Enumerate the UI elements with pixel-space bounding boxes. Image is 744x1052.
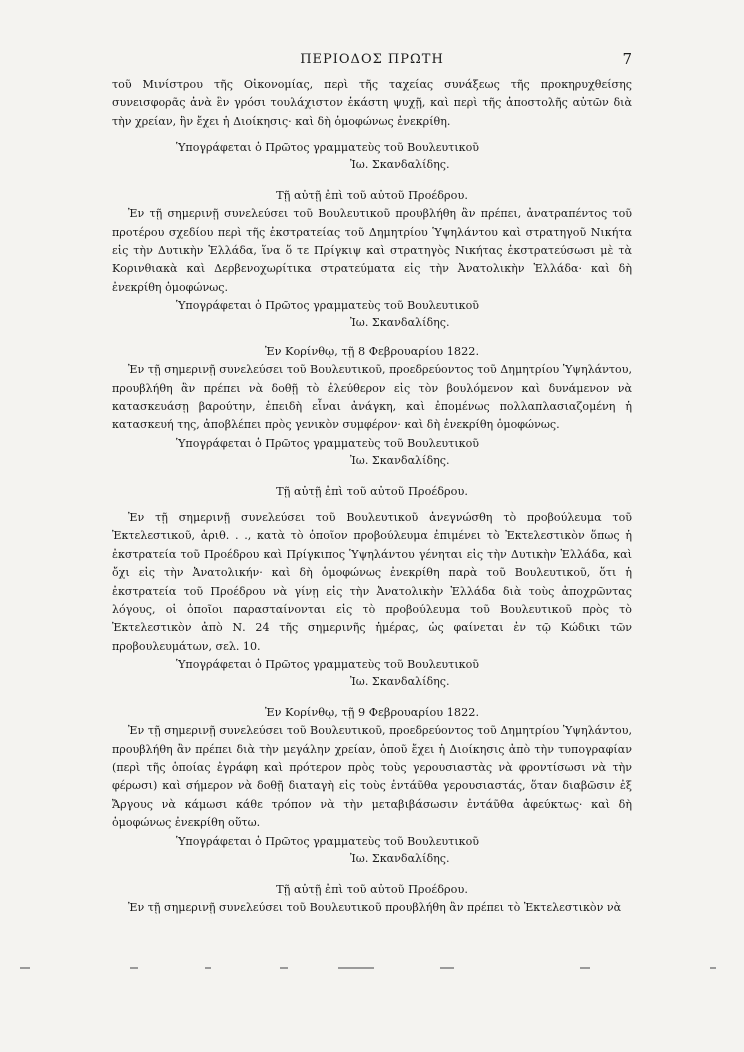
scan-artifact-line <box>20 967 720 971</box>
signature-name: Ἰω. Σκανδαλίδης. <box>350 675 450 689</box>
minutes-paragraph: Ἐν τῇ σημερινῇ συνελεύσει τοῦ Βουλευτικοῦ, προεδρεύοντος τοῦ Δημητρίου Ὑψηλάντου, προυβλήθη ἂν πρέπει νὰ δοθῇ τὸ ἐλεύθερον εἰς τὸν βουλόμενον καὶ δυνάμενον νὰ κατασκευάσῃ βαρούτην, ἐπειδὴ εἶναι ἀνάγκη, καὶ ἐπομένως πολλαπλασιαζομένη ἡ κατασκευή της, ἀποβλέπει πρὸς γενικὸν συμφέρον· καὶ δὴ ἐνεκρίθη ὁμοφώνως. <box>112 363 632 432</box>
section-heading: Τῇ αὐτῇ ἐπὶ τοῦ αὐτοῦ Προέδρου. <box>276 882 468 896</box>
signature-line: Ὑπογράφεται ὁ Πρῶτος γραμματεὺς τοῦ Βουλευτικοῦ <box>176 299 480 313</box>
page-number: 7 <box>622 50 632 68</box>
minutes-paragraph: Ἐν τῇ σημερινῇ συνελεύσει τοῦ Βουλευτικοῦ ἀνεγνώσθη τὸ προβούλευμα τοῦ Ἐκτελεστικοῦ, ἀριθ. . ., κατὰ τὸ ὁποῖον προβούλευμα ἐπιμένει τὸ Ἐκτελεστικὸν ὅπως ἡ ἐκστρατεία τοῦ Προέδρου καὶ Πρίγκιπος Ὑψηλάντου γένηται εἰς τὴν Δυτικὴν Ἑλλάδα, καὶ ὄχι εἰς τὴν Ἀνατολικήν· καὶ δὴ ὁμοφώνως ἐνεκρίθη παρὰ τοῦ Βουλευτικοῦ, ὅτι ἡ ἐκστρατεία τοῦ Προέδρου νὰ γίνῃ εἰς τὴν Ἀνατολικὴν Ἑλλάδα διὰ τοὺς ἀποχρῶντας λόγους, οἱ ὁποῖοι παρασταίνονται εἰς τὸ προβούλευμα τοῦ Βουλευτικοῦ πρὸς τὸ Ἐκτελεστικὸν ἀπὸ Ν. 24 τῆς σημερινῆς ἡμέρας, ὡς φαίνεται ἐν τῷ Κώδικι τῶν προβουλευμάτων, σελ. 10. <box>112 510 632 653</box>
date-heading: Ἐν Κορίνθῳ, τῇ 8 Φεβρουαρίου 1822. <box>264 345 480 359</box>
text-body <box>112 76 632 917</box>
running-title: ΠΕΡΙΟΔΟΣ ΠΡΩΤΗ <box>300 52 444 67</box>
minutes-paragraph: Ἐν τῇ σημερινῇ συνελεύσει τοῦ Βουλευτικοῦ προυβλήθη ἂν πρέπει τὸ Ἐκτελεστικὸν νὰ <box>128 900 622 914</box>
section-heading: Τῇ αὐτῇ ἐπὶ τοῦ αὐτοῦ Προέδρου. <box>276 189 468 203</box>
signature-name: Ἰω. Σκανδαλίδης. <box>350 851 450 865</box>
signature-line: Ὑπογράφεται ὁ Πρῶτος γραμματεὺς τοῦ Βουλευτικοῦ <box>176 834 480 848</box>
date-heading: Ἐν Κορίνθῳ, τῇ 9 Φεβρουαρίου 1822. <box>264 706 480 720</box>
paragraph-continuation: τοῦ Μινίστρου τῆς Οἰκονομίας, περὶ τῆς ταχείας συνάξεως τῆς προκηρυχθείσης συνεισφορᾶς ἀνὰ ἓν γρόσι τουλάχιστον ἑκάστη ψυχῇ, καὶ περὶ τῆς ἀποστολῆς αὐτῶν διὰ τὴν χρείαν, ἣν ἔχει ἡ Διοίκησις· καὶ δὴ ὁμοφώνως ἐνεκρίθη. <box>112 78 632 128</box>
signature-line: Ὑπογράφεται ὁ Πρῶτος γραμματεὺς τοῦ Βουλευτικοῦ <box>176 141 480 155</box>
signature-line: Ὑπογράφεται ὁ Πρῶτος γραμματεὺς τοῦ Βουλευτικοῦ <box>176 658 480 672</box>
section-heading: Τῇ αὐτῇ ἐπὶ τοῦ αὐτοῦ Προέδρου. <box>276 484 468 498</box>
signature-name: Ἰω. Σκανδαλίδης. <box>350 158 450 172</box>
signature-name: Ἰω. Σκανδαλίδης. <box>350 453 450 467</box>
signature-line: Ὑπογράφεται ὁ Πρῶτος γραμματεὺς τοῦ Βουλευτικοῦ <box>176 436 480 450</box>
minutes-paragraph: Ἐν τῇ σημερινῇ συνελεύσει τοῦ Βουλευτικοῦ προυβλήθη ἂν πρέπει, ἀνατραπέντος τοῦ προτέρου σχεδίου περὶ τῆς ἐκστρατείας τοῦ Δημητρίου Ὑψηλάντου καὶ στρατηγοῦ Νικήτα εἰς τὴν Δυτικὴν Ἑλλάδα, ἵνα ὅ τε Πρίγκιψ καὶ στρατηγὸς Νικήτας ἐκστρατεύσωσι μὲ τὰ Κορινθιακὰ καὶ Δερβενοχωρίτικα στρατεύματα εἰς τὴν Ἀνατολικὴν Ἑλλάδα· καὶ δὴ ἐνεκρίθη ὁμοφώνως. <box>112 207 632 294</box>
minutes-paragraph: Ἐν τῇ σημερινῇ συνελεύσει τοῦ Βουλευτικοῦ, προεδρεύοντος τοῦ Δημητρίου Ὑψηλάντου, προυβλήθη ἂν πρέπει διὰ τὴν μεγάλην χρείαν, ὁποῦ ἔχει ἡ Διοίκησις ἀπὸ τὴν τυπογραφίαν (περὶ τῆς ὁποίας ἐγράφη καὶ πρότερον πρὸς τοὺς γερουσιαστὰς νὰ φροντίσωσι νὰ τὴν φέρωσι) καὶ σήμερον νὰ δοθῇ διαταγὴ εἰς τοὺς ἐντάῦθα γερουσιαστάς, ὅταν διαβῶσιν ἐξ Ἄργους νὰ κάμωσι κάθε τρόπον νὰ τὴν μεταβιβάσωσιν ἐντάῦθα ἀφεύκτως· καὶ δὴ ὁμοφώνως ἐνεκρίθη οὕτω. <box>112 724 632 830</box>
running-header <box>112 52 632 70</box>
signature-name: Ἰω. Σκανδαλίδης. <box>350 316 450 330</box>
